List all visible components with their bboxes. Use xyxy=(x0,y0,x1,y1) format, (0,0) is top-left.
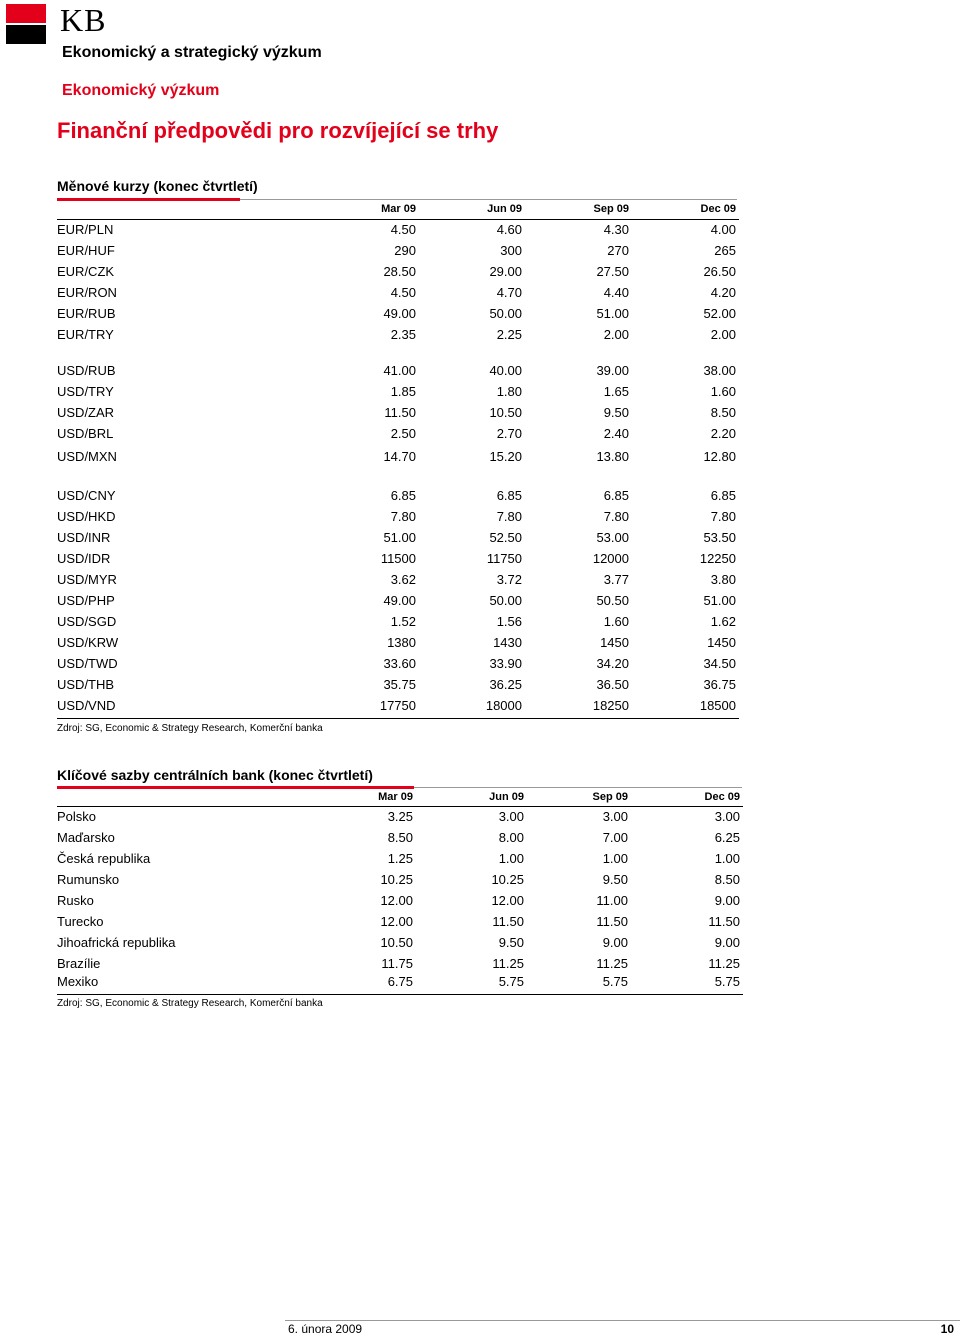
row-label: USD/INR xyxy=(57,530,111,545)
table-cell: 12000 xyxy=(592,551,629,566)
column-header: Jun 09 xyxy=(487,203,522,215)
page-title: Finanční předpovědi pro rozvíjející se trhy xyxy=(57,118,499,143)
table-cell: 26.50 xyxy=(703,264,736,279)
page-number: 10 xyxy=(940,1322,954,1336)
table-cell: 9.00 xyxy=(714,893,740,908)
table-cell: 15.20 xyxy=(489,449,522,464)
table-cell: 13.80 xyxy=(596,449,629,464)
table-cell: 18250 xyxy=(592,698,629,713)
table-cell: 51.00 xyxy=(596,306,629,321)
table-cell: 2.50 xyxy=(390,426,416,441)
row-label: Mexiko xyxy=(57,974,99,989)
column-header: Mar 09 xyxy=(378,791,413,803)
fx-source: Zdroj: SG, Economic & Strategy Research, Komerční banka xyxy=(57,723,323,734)
table-cell: 5.75 xyxy=(602,974,628,989)
table-cell: 12.00 xyxy=(491,893,524,908)
table-cell: 50.00 xyxy=(489,306,522,321)
table-cell: 4.50 xyxy=(390,222,416,237)
row-label: EUR/HUF xyxy=(57,243,115,258)
fx-title-accent xyxy=(57,198,240,201)
table-cell: 9.50 xyxy=(498,935,524,950)
table-cell: 51.00 xyxy=(703,593,736,608)
row-label: EUR/CZK xyxy=(57,264,115,279)
row-label: Brazílie xyxy=(57,956,101,971)
table-cell: 2.20 xyxy=(710,426,736,441)
table-cell: 17750 xyxy=(379,698,416,713)
table-cell: 29.00 xyxy=(489,264,522,279)
table-cell: 4.30 xyxy=(603,222,629,237)
footer-divider xyxy=(285,1320,960,1321)
table-cell: 1.60 xyxy=(603,614,629,629)
table-cell: 4.70 xyxy=(496,285,522,300)
table-cell: 49.00 xyxy=(383,306,416,321)
row-label: USD/THB xyxy=(57,677,115,692)
table-cell: 5.75 xyxy=(498,974,524,989)
table-cell: 10.50 xyxy=(380,935,413,950)
table-cell: 1.52 xyxy=(390,614,416,629)
rates-source: Zdroj: SG, Economic & Strategy Research, Komerční banka xyxy=(57,998,323,1009)
table-cell: 1.00 xyxy=(714,851,740,866)
table-cell: 36.75 xyxy=(703,677,736,692)
rates-bottom-divider xyxy=(57,994,743,995)
table-cell: 11.25 xyxy=(492,956,524,971)
table-cell: 34.20 xyxy=(596,656,629,671)
column-header: Dec 09 xyxy=(700,203,736,215)
table-cell: 4.60 xyxy=(496,222,522,237)
table-cell: 50.00 xyxy=(489,593,522,608)
table-cell: 10.25 xyxy=(380,872,413,887)
row-label: EUR/RON xyxy=(57,285,117,300)
table-cell: 300 xyxy=(500,243,522,258)
table-cell: 6.85 xyxy=(603,488,629,503)
table-cell: 53.50 xyxy=(703,530,736,545)
column-header: Mar 09 xyxy=(381,203,416,215)
table-cell: 2.00 xyxy=(603,327,629,342)
footer-date: 6. února 2009 xyxy=(288,1322,363,1336)
table-cell: 1.00 xyxy=(498,851,524,866)
table-cell: 7.00 xyxy=(602,830,628,845)
table-cell: 3.25 xyxy=(387,809,413,824)
table-cell: 11.00 xyxy=(596,893,628,908)
table-cell: 12.00 xyxy=(380,893,413,908)
table-cell: 2.35 xyxy=(390,327,416,342)
table-cell: 3.00 xyxy=(714,809,740,824)
table-cell: 1.25 xyxy=(387,851,413,866)
table-cell: 28.50 xyxy=(383,264,416,279)
table-cell: 2.40 xyxy=(603,426,629,441)
row-label: USD/MXN xyxy=(57,449,117,464)
table-cell: 1380 xyxy=(387,635,416,650)
row-label: USD/CNY xyxy=(57,488,116,503)
row-label: Polsko xyxy=(57,809,97,824)
rates-title-accent xyxy=(57,786,414,789)
table-cell: 270 xyxy=(607,243,629,258)
table-cell: 2.25 xyxy=(496,327,522,342)
row-label: USD/ZAR xyxy=(57,405,115,420)
row-label: EUR/PLN xyxy=(57,222,114,237)
table-cell: 11750 xyxy=(486,551,522,566)
table-cell: 33.60 xyxy=(383,656,416,671)
table-cell: 10.25 xyxy=(491,872,524,887)
table-cell: 8.50 xyxy=(710,405,736,420)
row-label: USD/BRL xyxy=(57,426,114,441)
row-label: USD/RUB xyxy=(57,363,116,378)
fx-header-divider xyxy=(57,219,739,220)
table-cell: 52.00 xyxy=(703,306,736,321)
table-cell: 9.00 xyxy=(714,935,740,950)
row-label: USD/HKD xyxy=(57,509,116,524)
row-label: USD/VND xyxy=(57,698,116,713)
table-cell: 27.50 xyxy=(596,264,629,279)
table-cell: 18500 xyxy=(699,698,736,713)
table-cell: 1450 xyxy=(600,635,629,650)
table-cell: 7.80 xyxy=(710,509,736,524)
table-cell: 6.75 xyxy=(387,974,413,989)
table-cell: 1450 xyxy=(707,635,736,650)
row-label: Rusko xyxy=(57,893,94,908)
table-cell: 7.80 xyxy=(390,509,416,524)
table-cell: 40.00 xyxy=(489,363,522,378)
table-cell: 11500 xyxy=(380,551,416,566)
table-cell: 11.50 xyxy=(708,914,740,929)
table-cell: 6.85 xyxy=(390,488,416,503)
table-cell: 1430 xyxy=(493,635,522,650)
table-cell: 1.80 xyxy=(496,384,522,399)
table-cell: 9.50 xyxy=(602,872,628,887)
table-cell: 2.00 xyxy=(710,327,736,342)
table-cell: 3.00 xyxy=(498,809,524,824)
table-cell: 7.80 xyxy=(496,509,522,524)
table-cell: 3.80 xyxy=(710,572,736,587)
table-cell: 5.75 xyxy=(714,974,740,989)
table-cell: 1.56 xyxy=(496,614,522,629)
table-cell: 6.25 xyxy=(714,830,740,845)
row-label: Turecko xyxy=(57,914,104,929)
table-cell: 12.00 xyxy=(380,914,413,929)
row-label: Jihoafrická republika xyxy=(57,935,176,950)
table-cell: 52.50 xyxy=(489,530,522,545)
table-cell: 3.00 xyxy=(602,809,628,824)
row-label: Maďarsko xyxy=(57,830,115,845)
table-cell: 51.00 xyxy=(383,530,416,545)
table-cell: 1.65 xyxy=(603,384,629,399)
table-cell: 41.00 xyxy=(383,363,416,378)
kb-logo-icon xyxy=(6,4,46,44)
table-cell: 2.70 xyxy=(496,426,522,441)
row-label: USD/MYR xyxy=(57,572,117,587)
row-label: USD/KRW xyxy=(57,635,119,650)
table-cell: 11.50 xyxy=(596,914,628,929)
row-label: EUR/RUB xyxy=(57,306,116,321)
table-cell: 8.50 xyxy=(714,872,740,887)
table-cell: 8.50 xyxy=(387,830,413,845)
table-cell: 1.62 xyxy=(710,614,736,629)
table-cell: 34.50 xyxy=(703,656,736,671)
row-label: USD/SGD xyxy=(57,614,117,629)
table-cell: 9.50 xyxy=(603,405,629,420)
logo-text: KB xyxy=(60,2,107,38)
table-cell: 49.00 xyxy=(383,593,416,608)
table-cell: 18000 xyxy=(485,698,522,713)
table-cell: 8.00 xyxy=(498,830,524,845)
row-label: USD/TRY xyxy=(57,384,114,399)
row-label: Rumunsko xyxy=(57,872,120,887)
table-cell: 12250 xyxy=(699,551,736,566)
fx-bottom-divider xyxy=(57,718,739,719)
department-title: Ekonomický a strategický výzkum xyxy=(62,44,322,61)
table-cell: 1.00 xyxy=(602,851,628,866)
table-cell: 4.40 xyxy=(603,285,629,300)
table-cell: 3.72 xyxy=(496,572,522,587)
table-cell: 10.50 xyxy=(489,405,522,420)
table-cell: 33.90 xyxy=(489,656,522,671)
table-cell: 50.50 xyxy=(596,593,629,608)
column-header: Dec 09 xyxy=(704,791,740,803)
table-cell: 4.00 xyxy=(710,222,736,237)
table-cell: 11.25 xyxy=(596,956,628,971)
table-cell: 6.85 xyxy=(710,488,736,503)
row-label: Česká republika xyxy=(57,851,151,866)
table-cell: 36.50 xyxy=(596,677,629,692)
table-cell: 53.00 xyxy=(596,530,629,545)
table-cell: 3.62 xyxy=(390,572,416,587)
table-cell: 265 xyxy=(714,243,736,258)
table-cell: 12.80 xyxy=(703,449,736,464)
table-cell: 11.50 xyxy=(492,914,524,929)
table-cell: 14.70 xyxy=(383,449,416,464)
table-cell: 1.60 xyxy=(710,384,736,399)
table-cell: 4.20 xyxy=(710,285,736,300)
column-header: Sep 09 xyxy=(593,203,629,215)
table-cell: 290 xyxy=(394,243,416,258)
subdepartment-title: Ekonomický výzkum xyxy=(62,82,220,99)
rates-section-title: Klíčové sazby centrálních bank (konec čtvrtletí) xyxy=(57,767,373,783)
row-label: USD/TWD xyxy=(57,656,118,671)
table-cell: 9.00 xyxy=(602,935,628,950)
table-cell: 11.50 xyxy=(384,405,416,420)
table-cell: 35.75 xyxy=(383,677,416,692)
table-cell: 39.00 xyxy=(596,363,629,378)
table-cell: 11.75 xyxy=(381,956,413,971)
table-cell: 11.25 xyxy=(708,956,740,971)
table-cell: 36.25 xyxy=(489,677,522,692)
row-label: USD/PHP xyxy=(57,593,115,608)
column-header: Jun 09 xyxy=(489,791,524,803)
table-cell: 6.85 xyxy=(496,488,522,503)
table-cell: 7.80 xyxy=(603,509,629,524)
table-cell: 3.77 xyxy=(603,572,629,587)
table-cell: 1.85 xyxy=(390,384,416,399)
column-header: Sep 09 xyxy=(592,791,628,803)
table-cell: 38.00 xyxy=(703,363,736,378)
row-label: EUR/TRY xyxy=(57,327,114,342)
table-cell: 4.50 xyxy=(390,285,416,300)
row-label: USD/IDR xyxy=(57,551,111,566)
fx-section-title: Měnové kurzy (konec čtvrtletí) xyxy=(57,178,258,194)
rates-header-divider xyxy=(57,806,743,807)
